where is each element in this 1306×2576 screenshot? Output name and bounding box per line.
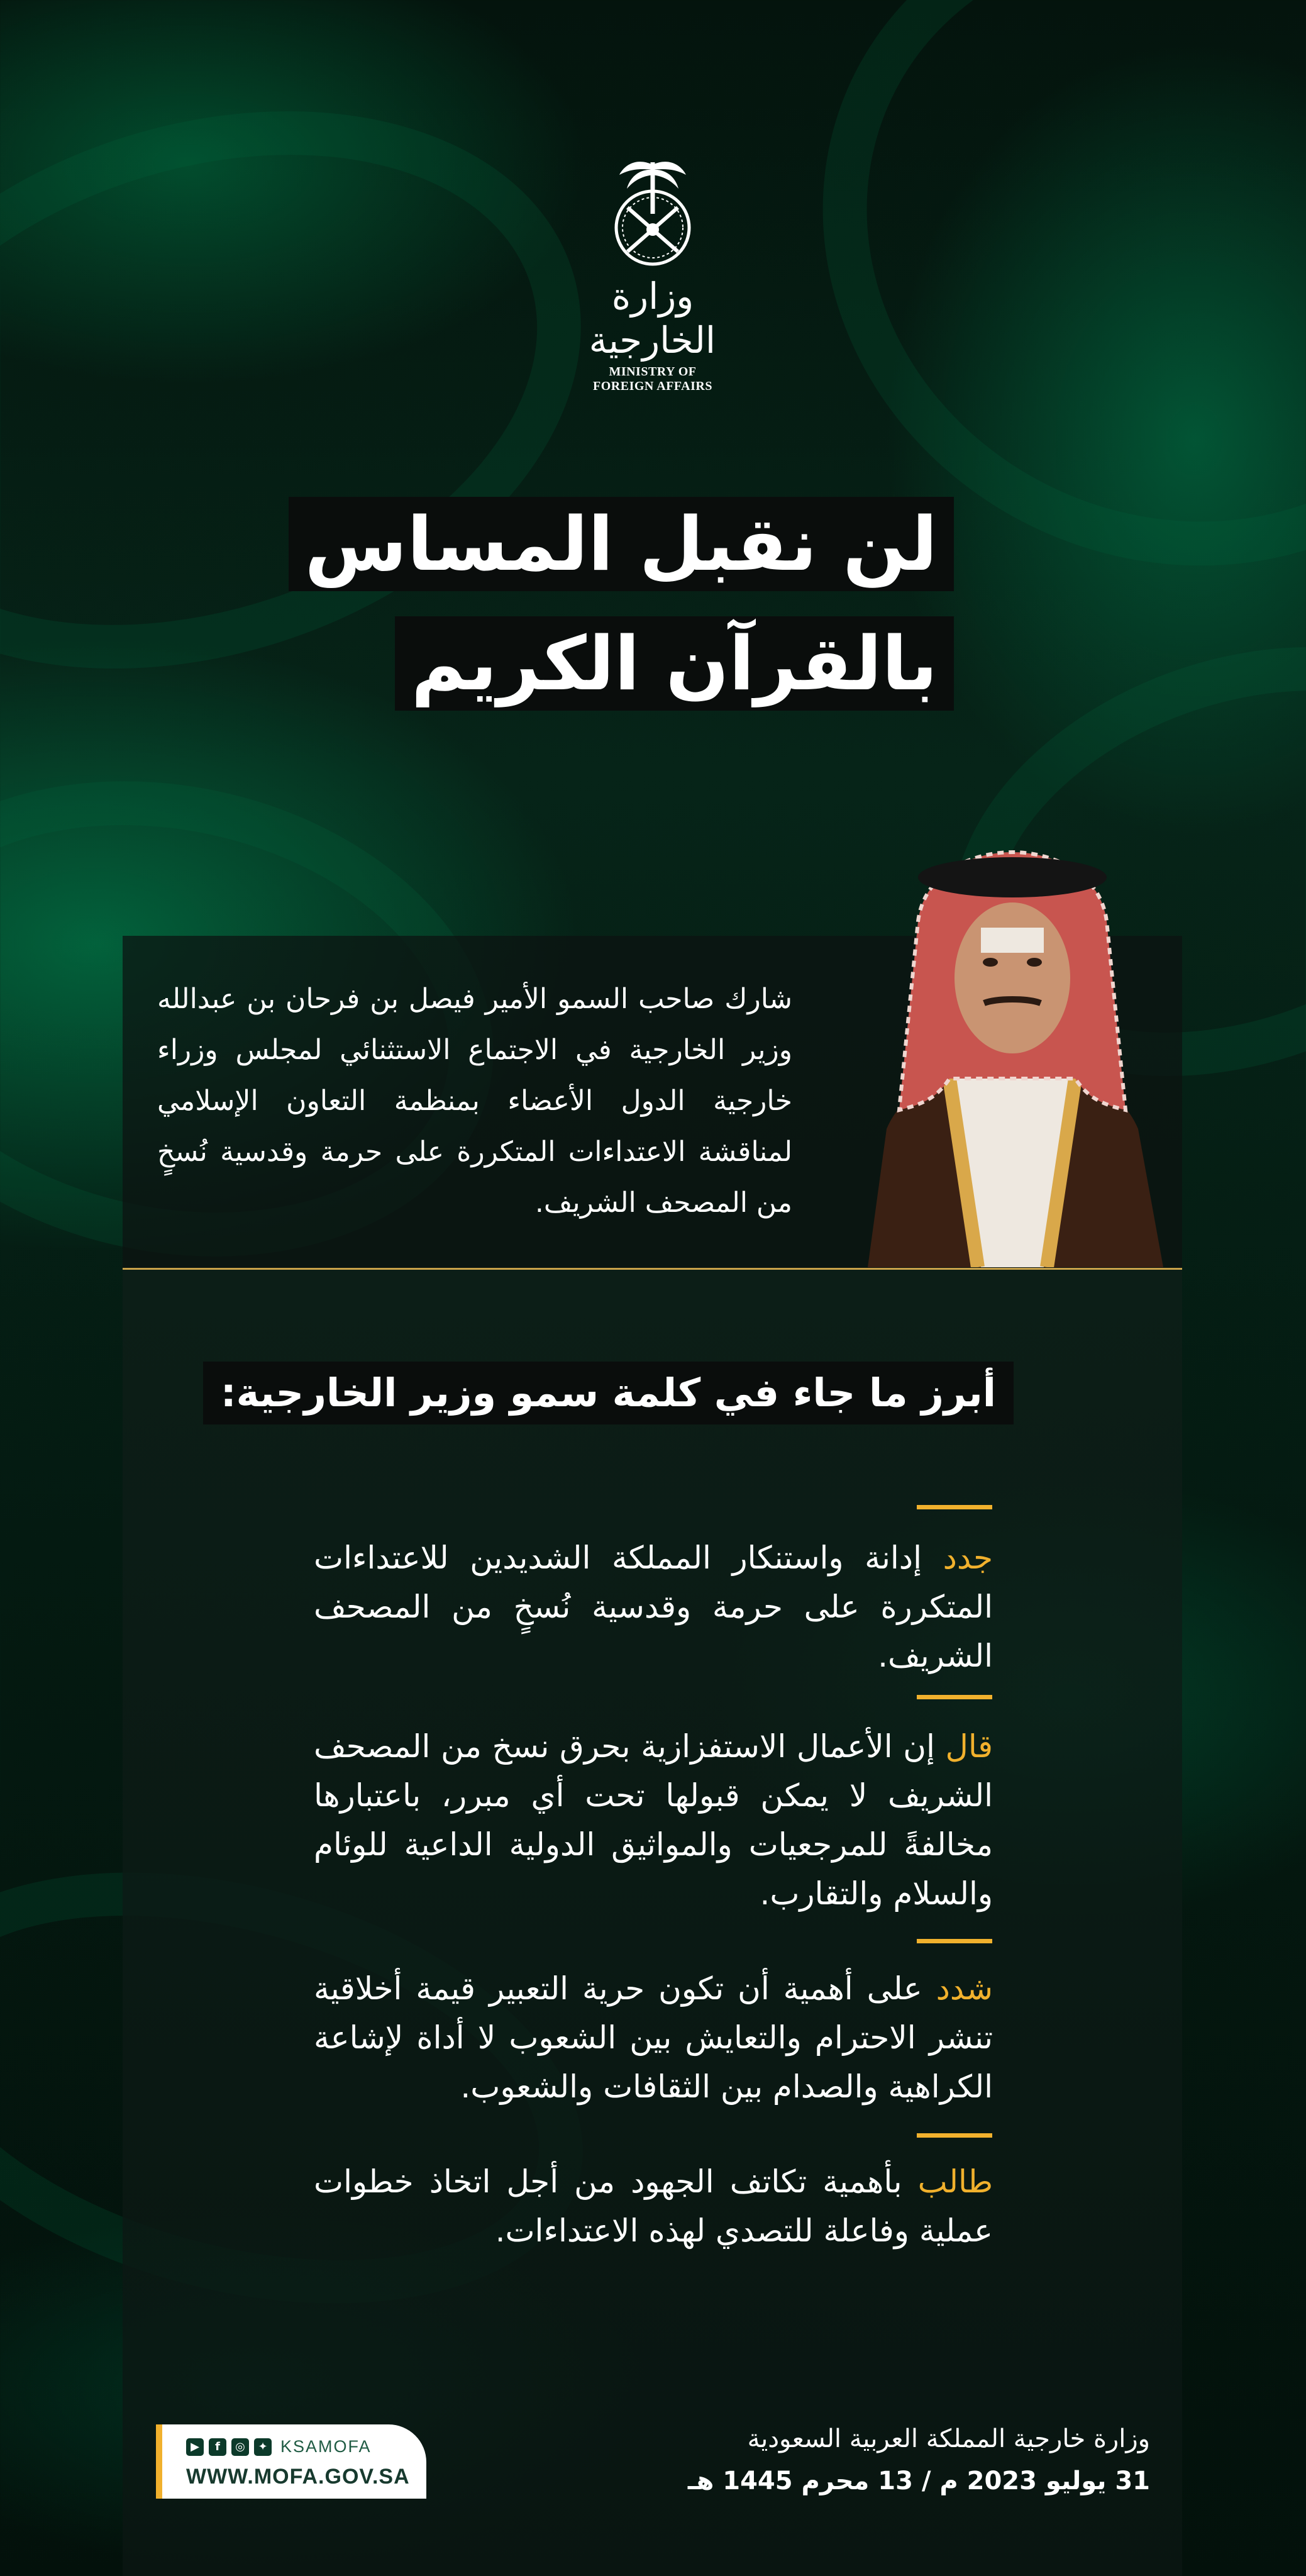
emblem-icon [593,151,712,270]
point-item [314,1533,993,1680]
accent-rule [917,1939,992,1943]
section-heading: أبرز ما جاء في كلمة سمو وزير الخارجية: [203,1362,1014,1424]
social-handle: KSAMOFA [280,2437,372,2456]
headline-line-2: بالقرآن الكريم [395,616,954,711]
point-keyword: طالب [917,2163,993,2200]
social-card [156,2424,426,2499]
point-item [314,1722,993,1918]
youtube-icon[interactable]: ▶ [186,2438,204,2456]
point-keyword: شدد [936,1970,993,2007]
point-item [314,2157,993,2255]
point-item [314,1964,993,2111]
point-text: على أهمية أن تكون حرية التعبير قيمة أخلاقية تنشر الاحترام والتعايش بين الشعوب لا أداة لإشاعة الكراهية والصدام بين الثقافات والشعوب. [314,1970,993,2105]
accent-rule [917,1505,992,1509]
twitter-icon[interactable]: ✦ [254,2438,272,2456]
instagram-icon[interactable]: ◎ [231,2438,249,2456]
point-text: إن الأعمال الاستفزازية بحرق نسخ من المصحف الشريف لا يمكن قبولها تحت أي مبرر، باعتبارها مخالفةً للمرجعيات والمواثيق الدولية الداعية للوئام والسلام والتقارب. [314,1728,993,1912]
content-panel [123,1270,1182,2576]
point-text: بأهمية تكاتف الجهود من أجل اتخاذ خطوات عملية وفاعلة للتصدي لهذه الاعتداءات. [314,2163,993,2249]
logo-english-text: MINISTRY OF FOREIGN AFFAIRS [593,365,712,393]
logo-arabic-text: وزارة الخارجية [589,275,716,362]
website-link[interactable]: WWW.MOFA.GOV.SA [186,2465,410,2489]
footer-ministry: وزارة خارجية المملكة العربية السعودية [747,2424,1150,2453]
headline-line-1: لن نقبل المساس [289,497,954,591]
point-keyword: جدد [943,1540,993,1576]
point-text: إدانة واستنكار المملكة الشديدين للاعتداءات المتكررة على حرمة وقدسية نُسخٍ من المصحف الشريف. [314,1540,993,1674]
ministry-logo [590,151,716,394]
social-row [186,2437,372,2457]
accent-rule [917,1695,992,1699]
footer-date: 31 يوليو 2023 م / 13 محرم 1445 هـ [687,2467,1150,2496]
accent-rule [917,2133,992,2138]
intro-text: شارك صاحب السمو الأمير فيصل بن فرحان بن عبدالله وزير الخارجية في الاجتماع الاستثنائي لمجلس وزراء خارجية الدول الأعضاء بمنظمة التعاون الإسلامي لمناقشة الاعتداءات المتكررة على حرمة وقدسية نُسخٍ من المصحف الشريف. [157,983,792,1219]
facebook-icon[interactable]: f [209,2438,226,2456]
point-keyword: قال [945,1728,993,1765]
minister-portrait [849,833,1176,1267]
